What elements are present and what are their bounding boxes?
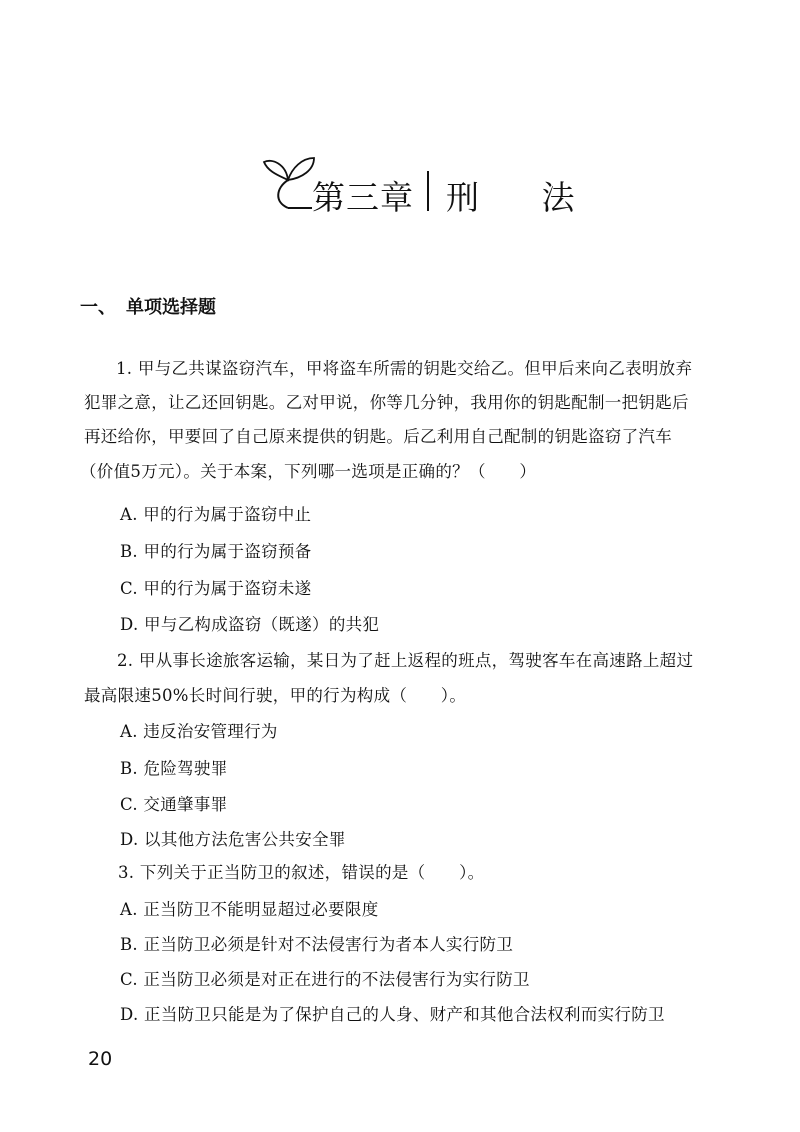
question-2-line-1: 2. 甲从事长途旅客运输，某日为了赶上返程的班点，驾驶客车在高速路上超过 [117, 651, 694, 670]
section-title: 单项选择题 [126, 297, 216, 318]
question-1-option-d: D. 甲与乙构成盗窃（既遂）的共犯 [120, 615, 380, 634]
question-1-option-a: A. 甲的行为属于盗窃中止 [120, 505, 312, 524]
question-1-option-b: B. 甲的行为属于盗窃预备 [120, 542, 312, 561]
question-2-line-2: 最高限速50%长时间行驶，甲的行为构成（ ）。 [84, 686, 467, 705]
question-3-option-b: B. 正当防卫必须是针对不法侵害行为者本人实行防卫 [120, 935, 514, 954]
question-3-option-c: C. 正当防卫必须是对正在进行的不法侵害行为实行防卫 [120, 970, 530, 989]
chapter-title: 刑 法 [446, 178, 601, 217]
question-1-line-1: 1. 甲与乙共谋盗窃汽车，甲将盗车所需的钥匙交给乙。但甲后来向乙表明放弃 [116, 359, 693, 378]
page-number: 20 [88, 1048, 113, 1070]
question-2-option-c: C. 交通肇事罪 [120, 795, 228, 814]
question-3-option-d: D. 正当防卫只能是为了保护自己的人身、财产和其他合法权利而实行防卫 [120, 1005, 665, 1024]
question-2-option-b: B. 危险驾驶罪 [120, 759, 228, 778]
sprout-icon [262, 150, 318, 210]
question-1-line-2: 犯罪之意，让乙还回钥匙。乙对甲说，你等几分钟，我用你的钥匙配制一把钥匙后 [84, 393, 689, 412]
question-1-line-4: （价值5万元）。关于本案，下列哪一选项是正确的？（ ） [80, 462, 537, 481]
chapter-header [262, 150, 601, 220]
question-1-line-3: 再还给你，甲要回了自己原来提供的钥匙。后乙利用自己配制的钥匙盗窃了汽车 [84, 427, 672, 446]
chapter-divider [427, 171, 429, 211]
section-number: 一、 [80, 297, 116, 318]
question-1-option-c: C. 甲的行为属于盗窃未遂 [120, 579, 312, 598]
question-3-option-a: A. 正当防卫不能明显超过必要限度 [120, 900, 379, 919]
chapter-number: 第三章 [312, 178, 414, 217]
question-3-line-1: 3. 下列关于正当防卫的叙述，错误的是（ ）。 [118, 863, 485, 882]
question-2-option-a: A. 违反治安管理行为 [120, 722, 278, 741]
question-2-option-d: D. 以其他方法危害公共安全罪 [120, 830, 346, 849]
section-heading [80, 293, 216, 319]
